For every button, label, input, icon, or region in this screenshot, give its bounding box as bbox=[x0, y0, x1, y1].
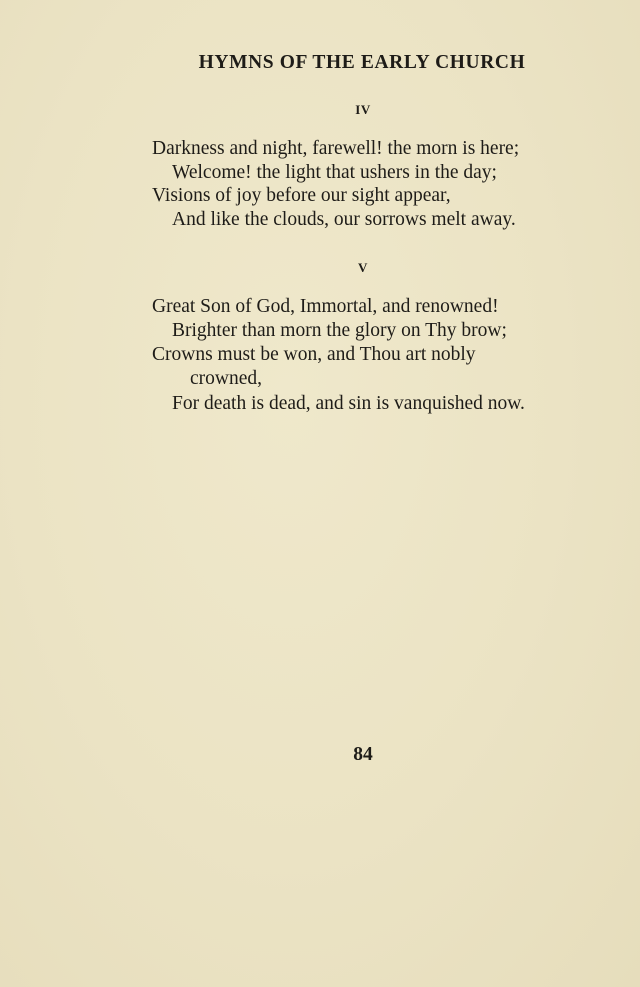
verse-line: Brighter than morn the glory on Thy brow; bbox=[172, 320, 507, 341]
verse-line: Great Son of God, Immortal, and renowned! bbox=[152, 296, 499, 317]
stanza-number-v: V bbox=[358, 260, 368, 275]
verse-line: And like the clouds, our sorrows melt away. bbox=[172, 209, 516, 230]
page-number: 84 bbox=[353, 744, 373, 765]
verse-line: Welcome! the light that ushers in the day; bbox=[172, 162, 497, 183]
stanza-number-iv: IV bbox=[355, 102, 371, 117]
verse-line: Crowns must be won, and Thou art nobly bbox=[152, 344, 476, 365]
running-head: HYMNS OF THE EARLY CHURCH bbox=[198, 52, 526, 73]
verse-line: Visions of joy before our sight appear, bbox=[152, 185, 451, 206]
verse-line: crowned, bbox=[190, 368, 263, 389]
verse-line: Darkness and night, farewell! the morn is here; bbox=[152, 138, 520, 159]
verse-line: For death is dead, and sin is vanquished now. bbox=[172, 393, 525, 414]
